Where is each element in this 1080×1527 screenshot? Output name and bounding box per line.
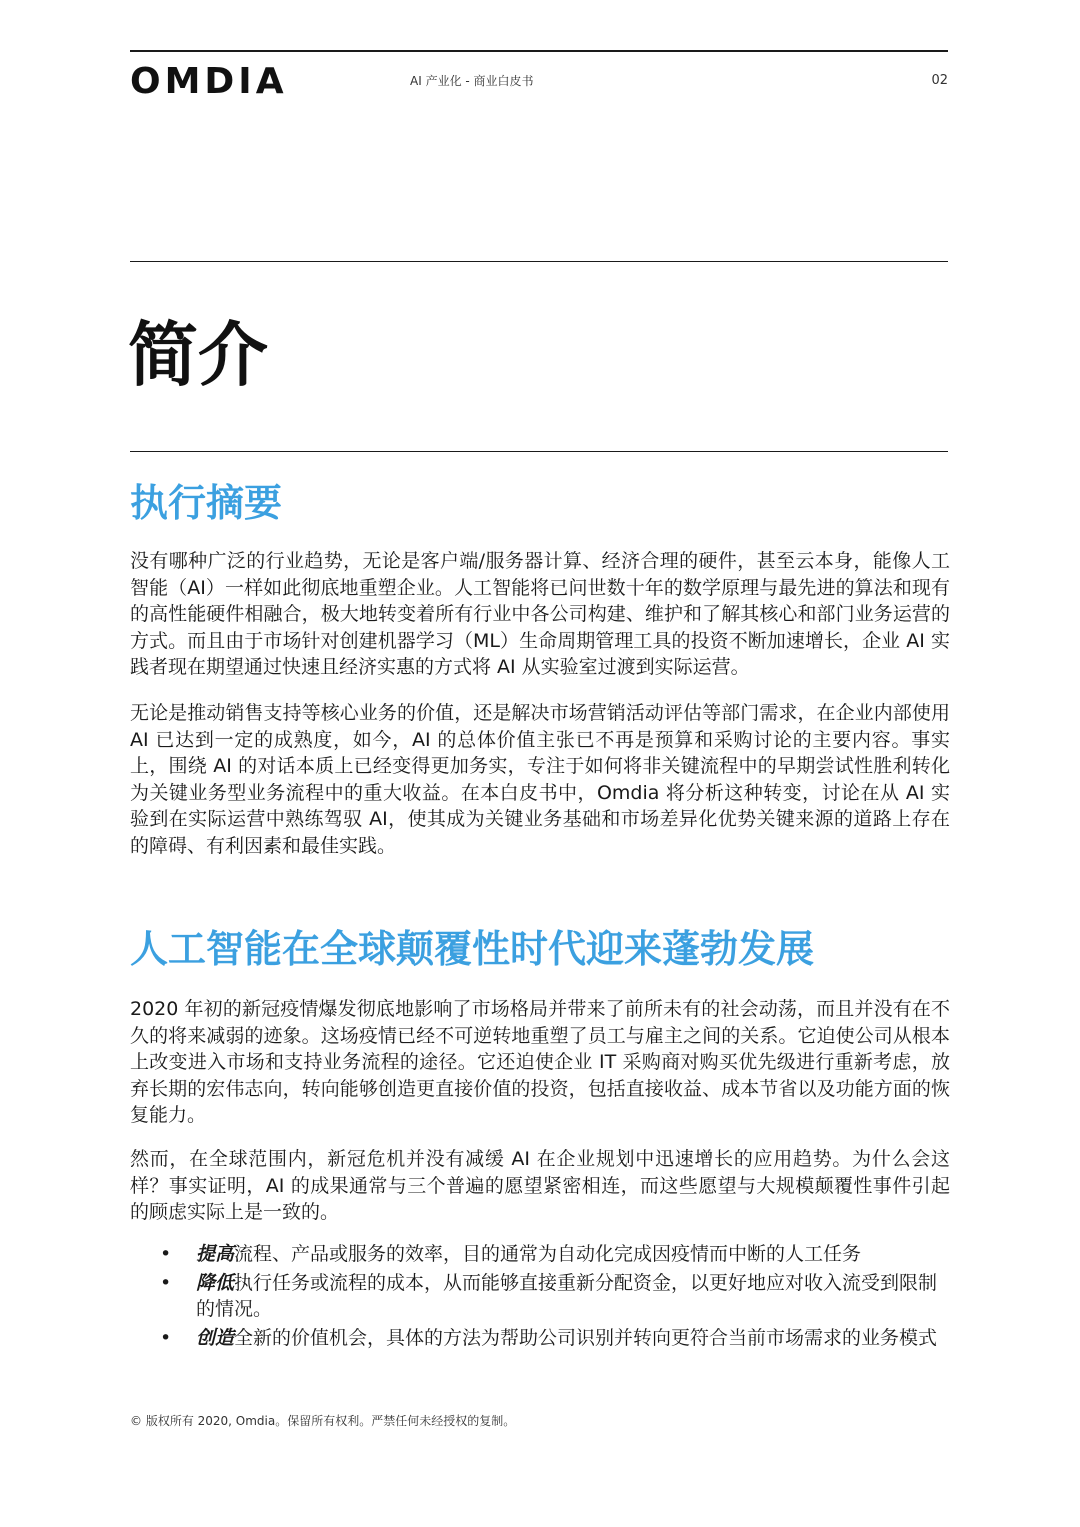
summary-paragraph-1: 没有哪种广泛的行业趋势，无论是客户端/服务器计算、经济合理的硬件，甚至云本身，能像人工智能（AI）一样如此彻底地重塑企业。人工智能将已问世数十年的数学原理与最先进的算法和现有的高性能硬件相融合，极大地转变着所有行业中各公司构建、维护和了解其核心和部门业务运营的方式。而且由于市场针对创建机器学习（ML）生命周期管理工具的投资不断加速增长，企业 AI 实践者现在期望通过快速且经济实惠的方式将 AI 从实验室过渡到实际运营。	[130, 550, 950, 678]
list-item	[160, 1325, 950, 1352]
benefit-list	[160, 1241, 950, 1353]
bullet-icon: •	[160, 1271, 172, 1294]
page-title: 简介	[128, 314, 268, 396]
document-title: AI 产业化 - 商业白皮书	[410, 74, 534, 88]
list-item	[160, 1270, 950, 1323]
bullet-text: 执行任务或流程的成本，从而能够直接重新分配资金，以更好地应对收入流受到限制的情况。	[196, 1271, 938, 1320]
title-top-rule	[130, 261, 948, 262]
bullet-text: 流程、产品或服务的效率，目的通常为自动化完成因疫情而中断的人工任务	[234, 1243, 862, 1265]
omdia-logo: OMDIA	[130, 61, 288, 102]
section-heading-ai-disruption: 人工智能在全球颠覆性时代迎来蓬勃发展	[130, 927, 815, 971]
summary-paragraph-2: 无论是推动销售支持等核心业务的价值，还是解决市场营销活动评估等部门需求，在企业内部使用 AI 已达到一定的成熟度，如今，AI 的总体价值主张已不再是预算和采购讨论的主要内容。事实上，围绕 AI 的对话本质上已经变得更加务实，专注于如何将非关键流程中的早期尝试性胜利转化为关键业务型业务流程中的重大收益。在本白皮书中，Omdia 将分析这种转变，讨论在从 AI 实验到在实际运营中熟练驾驭 AI，使其成为关键业务基础和市场差异化优势关键来源的道路上存在的障碍、有利因素和最佳实践。	[130, 702, 950, 857]
bullet-lead: 降低	[196, 1271, 235, 1294]
ai-paragraph-2: 然而，在全球范围内，新冠危机并没有减缓 AI 在企业规划中迅速增长的应用趋势。为什么会这样？事实证明，AI 的成果通常与三个普遍的愿望紧密相连，而这些愿望与大规模颠覆性事件引起的顾虑实际上是一致的。	[130, 1148, 950, 1223]
ai-paragraph-1: 2020 年初的新冠疫情爆发彻底地影响了市场格局并带来了前所未有的社会动荡，而且并没有在不久的将来减弱的迹象。这场疫情已经不可逆转地重塑了员工与雇主之间的关系。它迫使公司从根本上改变进入市场和支持业务流程的途径。它还迫使企业 IT 采购商对购买优先级进行重新考虑，放弃长期的宏伟志向，转向能够创造更直接价值的投资，包括直接收益、成本节省以及功能方面的恢复能力。	[130, 998, 950, 1126]
copyright-footer: © 版权所有 2020, Omdia。保留所有权利。严禁任何未经授权的复制。	[130, 1414, 516, 1428]
header-top-rule	[130, 50, 948, 52]
title-bottom-rule	[130, 451, 948, 452]
page-number: 02	[931, 73, 948, 88]
bullet-icon: •	[160, 1243, 172, 1265]
section-heading-executive-summary: 执行摘要	[130, 481, 283, 525]
bullet-lead: 提高	[196, 1243, 235, 1265]
bullet-text: 全新的价值机会，具体的方法为帮助公司识别并转向更符合当前市场需求的业务模式	[234, 1326, 938, 1349]
bullet-icon: •	[160, 1326, 172, 1349]
bullet-lead: 创造	[196, 1326, 235, 1349]
list-item	[160, 1241, 950, 1268]
